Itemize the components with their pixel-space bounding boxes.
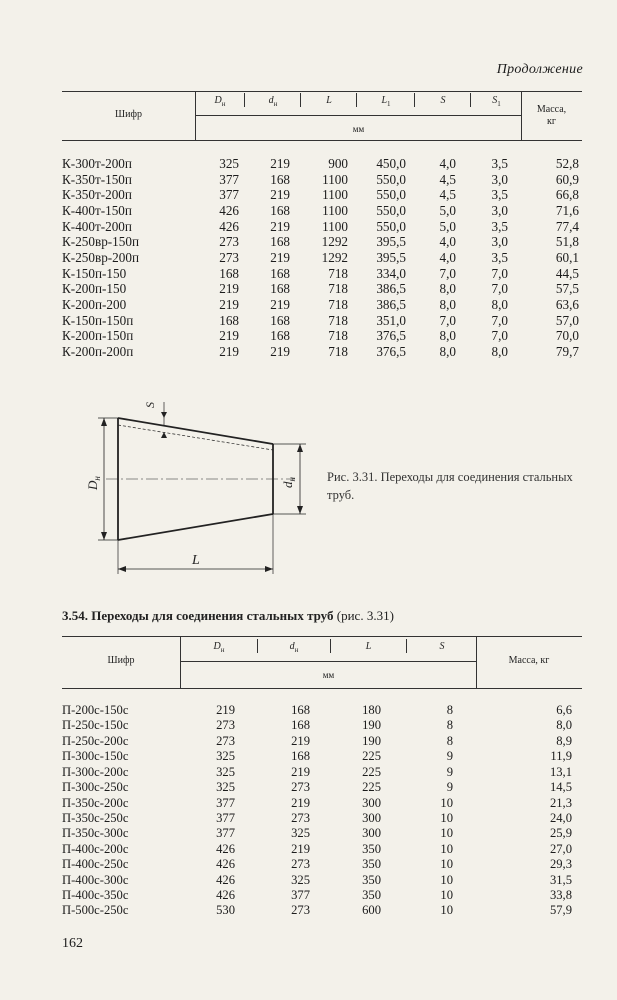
cell-s: 8,0: [439, 343, 456, 359]
cell-s1: 3,5: [491, 187, 508, 203]
cell-s: 8: [446, 718, 453, 733]
table-row: [0, 219, 617, 234]
table1-divider: [356, 93, 357, 107]
table-row: [0, 780, 617, 795]
cell-l1: 395,5: [376, 249, 406, 265]
cell-s1: 3,5: [491, 249, 508, 265]
cell-code: К-350т-200п: [62, 187, 132, 203]
table1-bottom-rule: [62, 140, 582, 141]
cell-d: 168: [270, 265, 290, 281]
cell-s1: 8,0: [491, 343, 508, 359]
cell-l: 300: [362, 826, 381, 841]
cell-code: П-350с-250с: [62, 810, 129, 825]
cell-code: К-150п-150п: [62, 312, 134, 328]
cell-l1: 550,0: [376, 187, 406, 203]
cell-l: 718: [328, 296, 348, 312]
cell-s: 8,0: [439, 296, 456, 312]
cell-mass: 8,9: [556, 733, 572, 748]
cell-dn: 325: [216, 749, 235, 764]
table-row: [0, 842, 617, 857]
cell-s: 10: [440, 888, 453, 903]
cell-s1: 7,0: [491, 328, 508, 344]
cell-mass: 31,5: [549, 872, 572, 887]
cell-d: 168: [270, 234, 290, 250]
cell-s: 10: [440, 903, 453, 918]
table2-divider: [406, 639, 407, 653]
table-row: [0, 734, 617, 749]
label-l: L: [192, 553, 200, 568]
cell-s: 7,0: [439, 312, 456, 328]
cell-code: К-350т-150п: [62, 171, 132, 187]
cell-d: 325: [291, 872, 310, 887]
table1-divider: [470, 93, 471, 107]
cell-dn: 273: [216, 733, 235, 748]
cell-d: 219: [291, 795, 310, 810]
cell-s: 10: [440, 810, 453, 825]
reducer-bottom-wall: [118, 514, 273, 540]
cell-dn: 273: [219, 234, 239, 250]
cell-l: 718: [328, 343, 348, 359]
cell-dn: 377: [216, 810, 235, 825]
cell-code: К-200п-150п: [62, 328, 134, 344]
cell-code: К-200п-200п: [62, 343, 134, 359]
table-row: [0, 187, 617, 202]
reducer-wall-thickness: [118, 425, 273, 450]
table-row: [0, 796, 617, 811]
table-row: [0, 203, 617, 218]
cell-d: 219: [291, 841, 310, 856]
cell-s: 10: [440, 872, 453, 887]
table1-divider: [244, 93, 245, 107]
cell-l1: 334,0: [376, 265, 406, 281]
cell-l: 350: [362, 872, 381, 887]
cell-d: 273: [291, 857, 310, 872]
table-row: [0, 172, 617, 187]
cell-code: К-400т-150п: [62, 202, 132, 218]
cell-mass: 21,3: [549, 795, 572, 810]
cell-s: 4,0: [439, 249, 456, 265]
cell-s: 5,0: [439, 202, 456, 218]
label-d: $d_н$: [280, 477, 297, 488]
cell-l: 225: [362, 780, 381, 795]
cell-d: 219: [291, 764, 310, 779]
cell-l: 225: [362, 749, 381, 764]
table-row: [0, 903, 617, 918]
table-row: [0, 297, 617, 312]
table-row: [0, 749, 617, 764]
table-row: [0, 250, 617, 265]
reducer-drawing: [98, 402, 306, 574]
cell-dn: 219: [219, 343, 239, 359]
cell-s: 4,0: [439, 156, 456, 171]
cell-l: 350: [362, 888, 381, 903]
cell-mass: 11,9: [550, 749, 572, 764]
cell-s1: 7,0: [491, 265, 508, 281]
cell-code: К-250вр-150п: [62, 234, 140, 250]
table2-header-mass: Масса, кг: [508, 655, 550, 666]
cell-mass: 24,0: [549, 810, 572, 825]
table1-subheader-rule: [195, 115, 521, 116]
cell-d: 325: [291, 826, 310, 841]
table1-header-mass: Масса, кг: [536, 104, 567, 127]
cell-d: 168: [291, 703, 310, 717]
cell-mass: 63,6: [555, 296, 579, 312]
cell-dn: 325: [216, 764, 235, 779]
cell-mass: 29,3: [549, 857, 572, 872]
cell-code: К-250вр-200п: [62, 249, 140, 265]
table1-top-rule: [62, 91, 582, 92]
cell-d: 219: [270, 156, 290, 171]
cell-l1: 386,5: [376, 296, 406, 312]
table2-header-s: S: [439, 641, 445, 652]
table1-divider: [414, 93, 415, 107]
cell-l1: 550,0: [376, 218, 406, 234]
cell-dn: 426: [216, 872, 235, 887]
cell-l: 718: [328, 328, 348, 344]
cell-d: 168: [291, 749, 310, 764]
cell-d: 168: [270, 281, 290, 297]
cell-s: 8,0: [439, 281, 456, 297]
cell-l: 1100: [322, 218, 348, 234]
table2-header-dn: $D_н$: [213, 641, 225, 654]
cell-s: 4,5: [439, 187, 456, 203]
cell-d: 219: [270, 296, 290, 312]
cell-l: 600: [362, 903, 381, 918]
cell-s: 10: [440, 826, 453, 841]
cell-code: П-400с-250с: [62, 857, 129, 872]
cell-dn: 168: [219, 265, 239, 281]
figure-3-31: [80, 392, 315, 582]
cell-mass: 60,1: [555, 249, 579, 265]
cell-mass: 8,0: [556, 718, 572, 733]
cell-s1: 3,5: [491, 218, 508, 234]
cell-l: 350: [362, 841, 381, 856]
cell-d: 219: [291, 733, 310, 748]
cell-dn: 426: [216, 857, 235, 872]
cell-code: П-350с-200с: [62, 795, 129, 810]
table-row: [0, 156, 617, 171]
table-row: [0, 344, 617, 359]
cell-dn: 426: [216, 841, 235, 856]
cell-mass: 44,5: [555, 265, 579, 281]
cell-mass: 6,6: [556, 703, 572, 717]
table2-divider: [180, 636, 181, 688]
table-row: [0, 234, 617, 249]
cell-l: 1100: [322, 202, 348, 218]
table1-header-s1: $S_1$: [492, 95, 501, 108]
cell-dn: 377: [216, 826, 235, 841]
table2-subheader-rule: [180, 661, 476, 662]
cell-d: 168: [291, 718, 310, 733]
cell-d: 168: [270, 328, 290, 344]
cell-l: 718: [328, 281, 348, 297]
cell-dn: 325: [219, 156, 239, 171]
cell-code: П-400с-300с: [62, 872, 129, 887]
cell-d: 219: [270, 187, 290, 203]
cell-code: П-400с-200с: [62, 841, 129, 856]
table-row: [0, 328, 617, 343]
cell-l: 1100: [322, 171, 348, 187]
cell-l: 900: [328, 156, 348, 171]
cell-s: 10: [440, 795, 453, 810]
table2-header-l: L: [365, 641, 372, 652]
table2-header-code: Шифр: [107, 655, 135, 666]
cell-d: 219: [270, 249, 290, 265]
cell-mass: 52,8: [555, 156, 579, 171]
table2-divider: [330, 639, 331, 653]
figure-caption: Рис. 3.31. Переходы для соединения стальных труб.: [327, 470, 573, 502]
cell-l: 718: [328, 265, 348, 281]
cell-s: 8,0: [439, 328, 456, 344]
cell-d: 273: [291, 810, 310, 825]
cell-code: К-400т-200п: [62, 218, 132, 234]
table-row: [0, 281, 617, 296]
cell-dn: 168: [219, 312, 239, 328]
cell-mass: 33,8: [549, 888, 572, 903]
cell-mass: 71,6: [555, 202, 579, 218]
table-row: [0, 266, 617, 281]
cell-code: П-300с-250с: [62, 780, 129, 795]
cell-mass: 79,7: [555, 343, 579, 359]
table1-header-dn: $D_н$: [214, 95, 226, 108]
cell-l1: 386,5: [376, 281, 406, 297]
reducer-top-wall: [118, 418, 273, 444]
cell-mass: 25,9: [549, 826, 572, 841]
cell-code: П-250с-200с: [62, 733, 129, 748]
table-row: [0, 765, 617, 780]
cell-code: К-300т-200п: [62, 156, 132, 171]
cell-s1: 8,0: [491, 296, 508, 312]
table2-bottom-rule: [62, 688, 582, 689]
cell-l: 300: [362, 810, 381, 825]
cell-code: П-350с-300с: [62, 826, 129, 841]
cell-d: 168: [270, 312, 290, 328]
cell-dn: 219: [216, 703, 235, 717]
table-row: [0, 873, 617, 888]
table2-top-rule: [62, 636, 582, 637]
cell-s1: 3,0: [491, 234, 508, 250]
cell-s: 8: [446, 703, 453, 717]
cell-code: К-200п-200: [62, 296, 127, 312]
table1-header-d: $d_н$: [268, 95, 278, 108]
cell-d: 377: [291, 888, 310, 903]
table2-divider: [257, 639, 258, 653]
cell-l1: 550,0: [376, 171, 406, 187]
cell-s: 5,0: [439, 218, 456, 234]
table1-header-l1: $L_1$: [381, 95, 391, 108]
table1-header-code: Шифр: [115, 109, 142, 120]
cell-dn: 426: [219, 218, 239, 234]
cell-mass: 57,5: [555, 281, 579, 297]
cell-code: К-150п-150: [62, 265, 127, 281]
cell-mass: 70,0: [555, 328, 579, 344]
table-row: [0, 703, 617, 718]
cell-d: 168: [270, 202, 290, 218]
cell-s1: 3,0: [491, 171, 508, 187]
cell-dn: 325: [216, 780, 235, 795]
table-row: [0, 718, 617, 733]
table1-header-unit: мм: [352, 124, 365, 134]
cell-d: 219: [270, 343, 290, 359]
table-row: [0, 313, 617, 328]
cell-s: 9: [446, 780, 453, 795]
table-row: [0, 826, 617, 841]
cell-l1: 550,0: [376, 202, 406, 218]
cell-mass: 60,9: [555, 171, 579, 187]
cell-l: 1100: [322, 187, 348, 203]
cell-code: П-400с-350с: [62, 888, 129, 903]
cell-dn: 219: [219, 328, 239, 344]
cell-s: 4,0: [439, 234, 456, 250]
table2-title: 3.54. Переходы для соединения стальных труб (рис. 3.31): [62, 608, 394, 623]
cell-l1: 376,5: [376, 328, 406, 344]
cell-s: 10: [440, 841, 453, 856]
cell-l: 300: [362, 795, 381, 810]
table2-header-d: $d_н$: [289, 641, 299, 654]
cell-mass: 57,9: [549, 903, 572, 918]
cell-dn: 377: [216, 795, 235, 810]
table1-header-l: L: [326, 95, 332, 106]
cell-l: 180: [362, 703, 381, 717]
cell-code: П-500с-250с: [62, 903, 129, 918]
cell-s: 9: [446, 749, 453, 764]
cell-code: П-250с-150с: [62, 718, 129, 733]
table1-header-s: S: [440, 95, 446, 106]
cell-dn: 377: [219, 187, 239, 203]
cell-l: 1292: [321, 249, 348, 265]
cell-mass: 14,5: [549, 780, 572, 795]
cell-l: 718: [328, 312, 348, 328]
cell-mass: 51,8: [555, 234, 579, 250]
cell-mass: 13,1: [549, 764, 572, 779]
cell-s1: 3,0: [491, 202, 508, 218]
cell-s: 9: [446, 764, 453, 779]
cell-d: 219: [270, 218, 290, 234]
label-dn: $D_н$: [85, 476, 102, 490]
cell-d: 168: [270, 171, 290, 187]
cell-s1: 3,5: [491, 156, 508, 171]
cell-dn: 377: [219, 171, 239, 187]
cell-l: 225: [362, 764, 381, 779]
cell-dn: 273: [216, 718, 235, 733]
cell-l1: 395,5: [376, 234, 406, 250]
cell-dn: 219: [219, 281, 239, 297]
continuation-label: Продолжение: [496, 62, 583, 77]
table1-divider: [300, 93, 301, 107]
cell-l1: 450,0: [376, 156, 406, 171]
cell-d: 273: [291, 903, 310, 918]
cell-l: 190: [362, 733, 381, 748]
cell-mass: 27,0: [549, 841, 572, 856]
label-s: S: [143, 402, 157, 408]
table2-header-unit: мм: [322, 670, 335, 680]
cell-l: 190: [362, 718, 381, 733]
cell-s: 7,0: [439, 265, 456, 281]
cell-dn: 219: [219, 296, 239, 312]
cell-mass: 77,4: [555, 218, 579, 234]
cell-code: П-300с-200с: [62, 764, 129, 779]
cell-code: П-300с-150с: [62, 749, 129, 764]
cell-dn: 530: [216, 903, 235, 918]
table-row: [0, 857, 617, 872]
cell-mass: 66,8: [555, 187, 579, 203]
cell-dn: 426: [219, 202, 239, 218]
cell-l: 1292: [321, 234, 348, 250]
cell-d: 273: [291, 780, 310, 795]
cell-dn: 426: [216, 888, 235, 903]
cell-s1: 7,0: [491, 312, 508, 328]
table-row: [0, 888, 617, 903]
cell-s: 10: [440, 857, 453, 872]
cell-l1: 376,5: [376, 343, 406, 359]
cell-s: 8: [446, 733, 453, 748]
cell-code: К-200п-150: [62, 281, 127, 297]
page-number: 162: [62, 936, 83, 951]
table-row: [0, 811, 617, 826]
cell-code: П-200с-150с: [62, 703, 129, 717]
cell-s: 4,5: [439, 171, 456, 187]
cell-s1: 7,0: [491, 281, 508, 297]
cell-l: 350: [362, 857, 381, 872]
cell-l1: 351,0: [376, 312, 406, 328]
cell-mass: 57,0: [555, 312, 579, 328]
cell-dn: 273: [219, 249, 239, 265]
